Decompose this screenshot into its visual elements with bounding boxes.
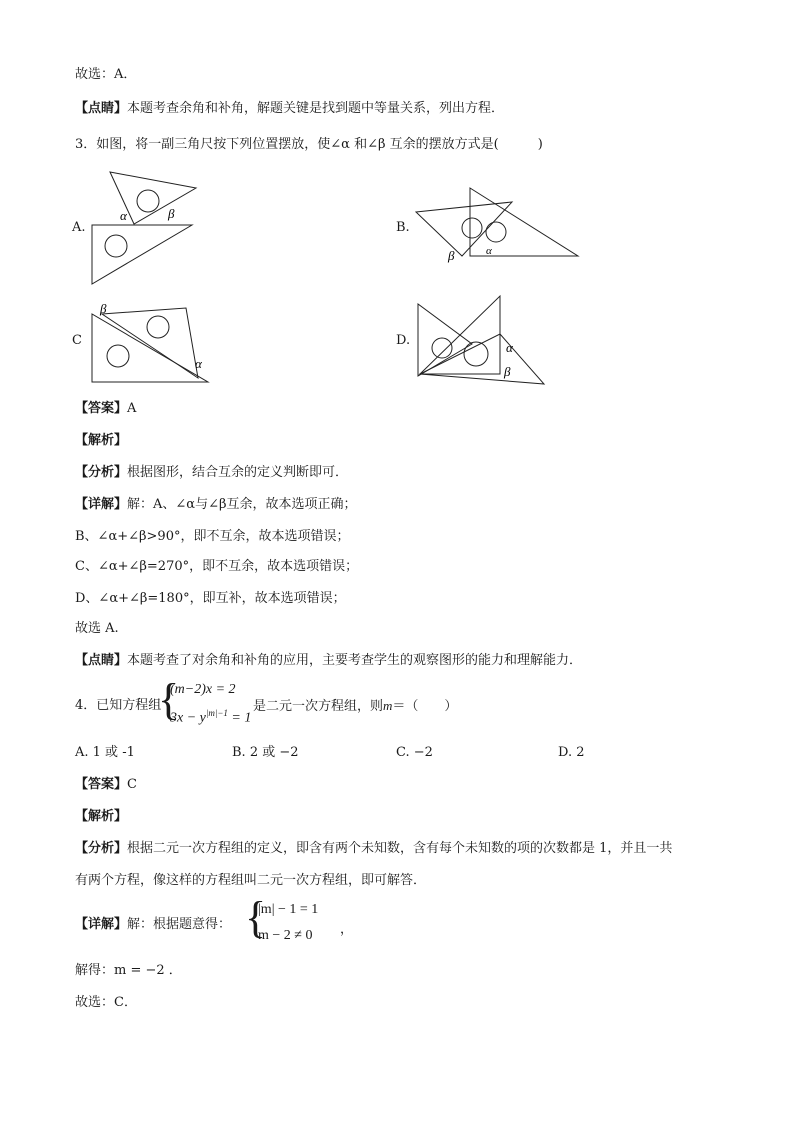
triangle-left	[416, 202, 512, 256]
alpha-label: α	[506, 340, 513, 355]
analysis-tag: 【分析】	[75, 465, 128, 480]
analysis-heading-2: 【解析】	[75, 809, 128, 824]
system-eq-2-exponent: |m|−1	[205, 708, 228, 718]
comment-tag: 【点睛】	[75, 653, 128, 668]
figure-c-label: C	[72, 333, 82, 348]
question-4-suffix-text: 是二元一次方程组，则	[253, 699, 384, 714]
condition-2: m − 2 ≠ 0	[258, 928, 313, 943]
comment-text: 本题考查余角和补角，解题关键是找到题中等量关系，列出方程．	[127, 101, 505, 116]
condition-1: |m| − 1 = 1	[258, 902, 319, 917]
triangle-hole	[107, 345, 129, 367]
triangle-hole	[147, 316, 169, 338]
alpha-label: α	[120, 208, 127, 223]
question-4-suffix	[253, 697, 457, 716]
option-a: A. 1 或 -1	[75, 745, 135, 760]
answer-line	[75, 400, 136, 418]
beta-label: β	[448, 248, 455, 263]
option-c: C. −2	[396, 745, 433, 760]
analysis-heading: 【解析】	[75, 433, 128, 448]
option-c-explain: C、∠α+∠β=270°，即不互余，故本选项错误；	[75, 559, 359, 574]
figure-c	[90, 300, 210, 384]
alpha-label: α	[486, 245, 492, 257]
triangle-lower	[92, 314, 208, 382]
comment-line-2	[75, 652, 582, 670]
triangle-lower	[92, 225, 192, 284]
solution-line: 解得：m = −2 ．	[75, 963, 182, 978]
system-eq-2	[170, 708, 251, 727]
beta-label: β	[100, 301, 107, 316]
figure-d	[416, 296, 550, 386]
figure-a	[90, 168, 200, 288]
question-3: 3．如图，将一副三角尺按下列位置摆放，使∠α 和∠β 互余的摆放方式是( )	[75, 137, 543, 152]
detail-line	[75, 496, 356, 514]
option-d-explain: D、∠α+∠β=180°，即互补，故本选项错误；	[75, 591, 346, 606]
detail-tag: 【详解】	[75, 497, 128, 512]
analysis-text: 根据二元一次方程组的定义，即含有两个未知数，含有每个未知数的项的次数都是 1，并且一共	[127, 841, 673, 856]
comment-tag: 【点睛】	[75, 101, 128, 116]
triangle-hole	[486, 222, 506, 242]
analysis-line-2a	[75, 840, 672, 858]
analysis-text: 根据图形，结合互余的定义判断即可．	[127, 465, 349, 480]
figure-b-label: B.	[396, 220, 410, 235]
conclusion-line: 故选：A．	[75, 67, 137, 82]
comment-line	[75, 100, 504, 118]
beta-label: β	[504, 364, 511, 379]
triangle-hole	[137, 190, 159, 212]
detail-line-2	[75, 916, 231, 934]
choose-line: 故选 A.	[75, 621, 119, 636]
answer-value: C	[127, 777, 137, 792]
system-eq-1: (m−2)x = 2	[170, 682, 236, 697]
detail-text: 解：根据题意得：	[127, 917, 232, 932]
triangle-hole	[105, 235, 127, 257]
system-eq-2-right: = 1	[227, 710, 252, 726]
triangle-left	[418, 304, 472, 376]
triangle-middle	[420, 296, 500, 374]
condition-brace: {	[245, 893, 267, 942]
option-d: D. 2	[558, 745, 585, 760]
question-4-eq: ＝（ ）	[392, 699, 458, 714]
detail-text: 解：A、∠α与∠β互余，故本选项正确；	[127, 497, 357, 512]
choose-line-2: 故选：C．	[75, 995, 137, 1010]
system-eq-2-left: 3x − y	[170, 710, 206, 726]
answer-tag: 【答案】	[75, 401, 128, 416]
triangle-hole	[432, 338, 452, 358]
answer-line-2	[75, 776, 137, 794]
analysis-line	[75, 464, 348, 482]
analysis-line-2b: 有两个方程，像这样的方程组叫二元一次方程组，即可解答．	[75, 873, 427, 888]
option-b-explain: B、∠α+∠β>90°，即不互余，故本选项错误；	[75, 529, 350, 544]
condition-comma: ，	[340, 922, 354, 937]
alpha-label: α	[195, 356, 202, 371]
system-brace: {	[158, 675, 180, 724]
question-4-prefix: 4．已知方程组	[75, 698, 162, 713]
answer-tag: 【答案】	[75, 777, 128, 792]
detail-tag: 【详解】	[75, 917, 128, 932]
option-b: B. 2 或 −2	[232, 745, 299, 760]
question-4-var: m	[383, 698, 393, 713]
figure-a-label: A.	[72, 220, 86, 235]
comment-text: 本题考查了对余角和补角的应用，主要考查学生的观察图形的能力和理解能力．	[127, 653, 583, 668]
figure-b	[412, 188, 582, 268]
triangle-hole	[462, 218, 482, 238]
figure-d-label: D.	[396, 333, 411, 348]
beta-label: β	[168, 206, 175, 221]
answer-value: A	[127, 401, 137, 416]
analysis-tag: 【分析】	[75, 841, 128, 856]
triangle-right	[420, 334, 544, 384]
